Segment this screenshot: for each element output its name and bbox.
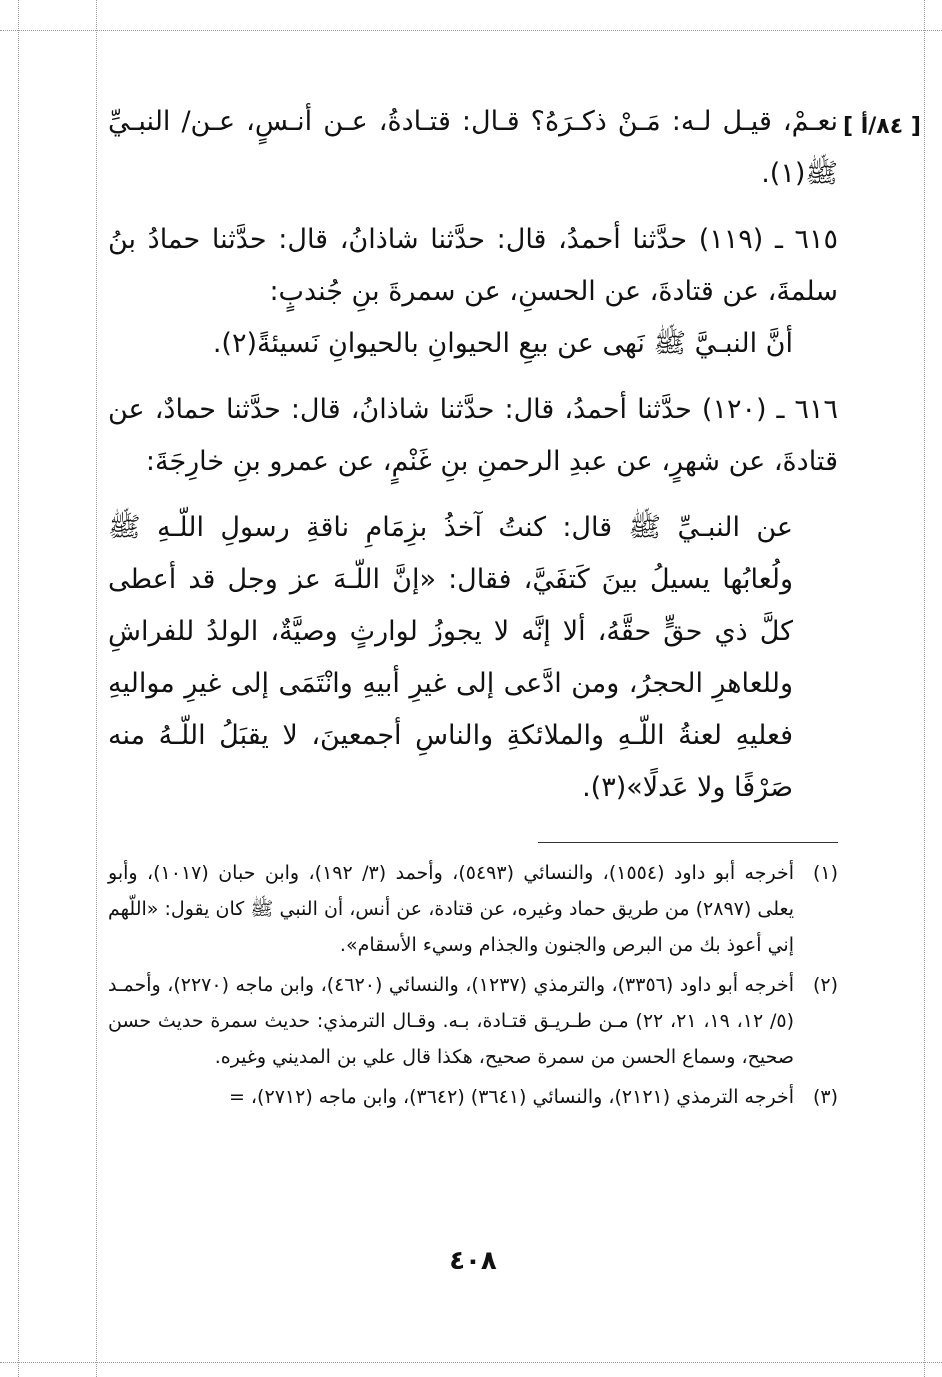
hadith-615-matn: أنَّ النبـيَّ ﷺ نَهى عن بيعِ الحيوانِ بالحيوانِ نَسيئةً(٢). bbox=[212, 328, 793, 359]
scan-guide-line bbox=[18, 0, 19, 1377]
main-text bbox=[108, 96, 838, 814]
page-number: ٤٠٨ bbox=[449, 1246, 497, 1276]
footnote bbox=[108, 967, 838, 1075]
footnote-text: أخرجه الترمذي (٢١٢١)، والنسائي (٣٦٤١) (٣٦٤٢)، وابن ماجه (٢٧١٢)، = bbox=[228, 1086, 794, 1108]
hadith-616-matn: عن النبـيِّ ﷺ قال: كنتُ آخذُ بزِمَامِ ناقةِ رسولِ اللّـهِ ﷺ ولُعابُها يسيلُ بينَ كَتفَيَّ، فقال: «إنَّ اللّـهَ عز وجل قد أعطى كلَّ ذي حقٍّ حقَّهُ، ألا إنَّه لا يجوزُ لوارثٍ وصيَّةٌ، الولدُ للفراشِ وللعاهرِ الحجرُ، ومن ادَّعى إلى غيرِ أبيهِ وانْتَمَى إلى غيرِ مواليهِ فعليهِ لعنةُ اللّـهِ والملائكةِ والناسِ أجمعينَ، لا يقبَلُ اللّـهُ منه صَرْفًا ولا عَدلًا»(٣). bbox=[108, 512, 793, 803]
folio-marker: [ ٨٤/أ ] bbox=[843, 114, 921, 139]
footnote bbox=[108, 1079, 838, 1115]
scan-guide-line bbox=[0, 30, 942, 31]
footnote-number: (٢) bbox=[812, 974, 838, 996]
paragraph: نعـمْ، قيـل لـه: مَـنْ ذكـرَهُ؟ قـال: قتـادةُ، عـن أنـسٍ، عـن/ النبـيِّ ﷺ(١). bbox=[108, 106, 838, 189]
hadith-615: ٦١٥ ـ (١١٩) حدَّثنا أحمدُ، قال: حدَّثنا شاذانُ، قال: حدَّثنا حمادُ بنُ سلمةَ، عن قتادةَ، عن الحسنِ، عن سمرةَ بنِ جُندبٍ: bbox=[108, 224, 838, 307]
footnote-number: (١) bbox=[812, 862, 838, 884]
hadith-616: ٦١٦ ـ (١٢٠) حدَّثنا أحمدُ، قال: حدَّثنا شاذانُ، قال: حدَّثنا حمادٌ، عن قتادةَ، عن شهرٍ، عن عبدِ الرحمنِ بنِ غَنْمٍ، عن عمرو بنِ خارِجَةَ: bbox=[108, 394, 839, 477]
book-page bbox=[108, 96, 838, 1316]
footnote-text: أخرجه أبو داود (٣٣٥٦)، والترمذي (١٢٣٧)، والنسائي (٤٦٢٠)، وابن ماجه (٢٢٧٠)، وأحمـد (٥/ ١٢، ١٩، ٢١، ٢٢) مـن طـريـق قتـادة، بـه. وقـال الترمذي: حديث سمرة حديث حسن صحيح، وسماع الحسن من سمرة صحيح، هكذا قال علي بن المديني وغيره. bbox=[108, 974, 794, 1068]
footnote-number: (٣) bbox=[812, 1086, 838, 1108]
footnote-text: أخرجه أبو داود (١٥٥٤)، والنسائي (٥٤٩٣)، وأحمد (٣/ ١٩٢)، وابن حبان (١٠١٧)، وأبو يعلى (٢٨٩٧) من طريق حماد وغيره، عن قتادة، عن أنس، أن النبي ﷺ كان يقول: «اللّهم إني أعوذ بك من البرص والجنون والجذام وسيء الأسقام». bbox=[108, 862, 794, 956]
scan-guide-line bbox=[924, 0, 925, 1377]
footnote-separator bbox=[538, 842, 838, 843]
footnote bbox=[108, 855, 838, 963]
scan-guide-line bbox=[96, 0, 97, 1377]
scan-guide-line bbox=[0, 1362, 942, 1363]
footnotes bbox=[108, 855, 838, 1115]
